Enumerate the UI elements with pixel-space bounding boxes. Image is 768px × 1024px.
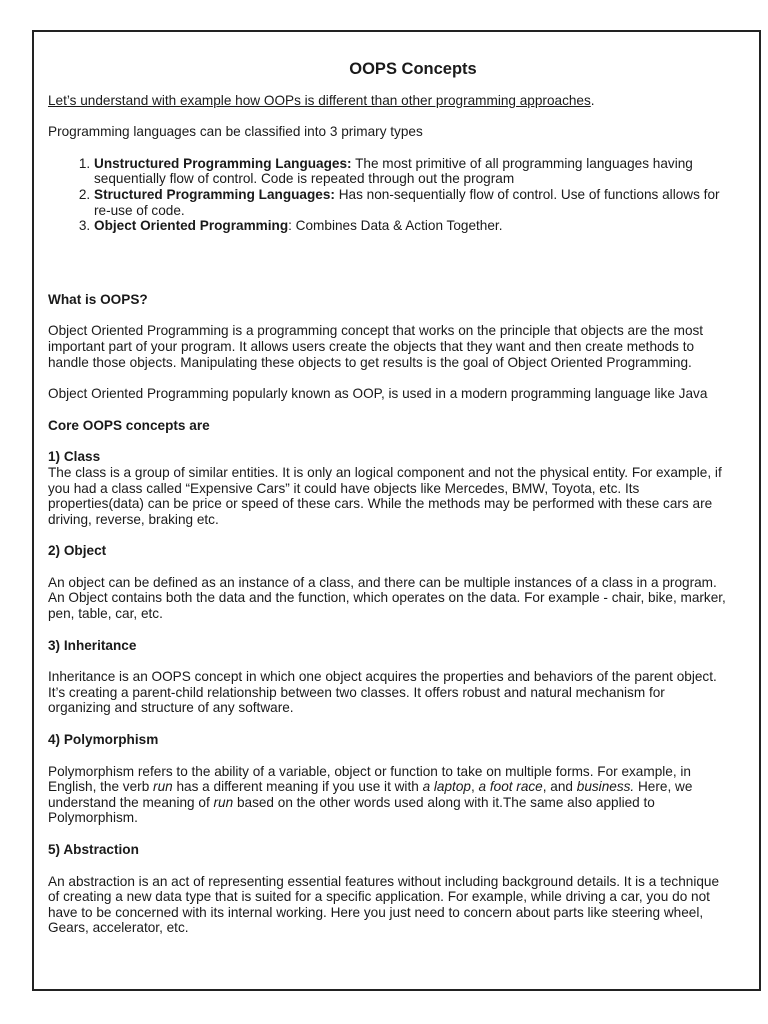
- poly-text: based on the other words used along with it.The same also applied to Polymorphism.: [48, 794, 655, 826]
- abstraction-heading: 5) Abstraction: [48, 842, 139, 857]
- type-name: Unstructured Programming Languages:: [94, 155, 352, 171]
- object-paragraph: An object can be defined as an instance of a class, and there can be multiple instances of a class in a program. An Object contains both the data and the function, which operates on the data. For example - chair, bike, marker, pen, table, car, etc.: [48, 574, 726, 622]
- poly-text: has a different meaning if you use it with: [172, 779, 423, 795]
- page-title: OOPS Concepts: [349, 60, 477, 78]
- what-heading: What is OOPS?: [48, 291, 148, 307]
- list-item: [94, 156, 728, 187]
- type-text: The most primitive of all programming languages having sequentially flow of control. Code is repeated through out the program: [94, 155, 693, 187]
- polymorphism-paragraph: [48, 764, 728, 826]
- inheritance-heading: 3) Inheritance: [48, 637, 137, 653]
- types-list: [48, 156, 728, 234]
- intro-line: [48, 93, 728, 109]
- poly-italic: a foot race: [478, 779, 543, 795]
- poly-italic: business.: [576, 779, 635, 795]
- poly-text: , and: [542, 779, 577, 795]
- core-heading: Core OOPS concepts are: [48, 417, 210, 433]
- class-heading: 1) Class: [48, 449, 101, 465]
- what-paragraph-1: Object Oriented Programming is a programming concept that works on the principle that objects are the most important part of your program. It allows users create the objects that they want and then create methods to handle those objects. Manipulating these objects to get results is the goal of Object Oriented Programming.: [48, 323, 704, 370]
- intro-underlined: Let’s understand with example how OOPs is different than other programming approaches: [48, 92, 591, 108]
- object-heading: 2) Object: [48, 543, 107, 559]
- intro-period: .: [590, 92, 595, 108]
- poly-text: ,: [470, 779, 479, 795]
- type-name: Object Oriented Programming: [94, 218, 289, 234]
- what-paragraph-2: Object Oriented Programming popularly known as OOP, is used in a modern programming language like Java: [48, 386, 708, 402]
- type-text: Has non-sequentially flow of control. Use of functions allows for re-use of code.: [94, 186, 720, 218]
- classify-line: Programming languages can be classified into 3 primary types: [48, 124, 423, 140]
- poly-italic: run: [153, 779, 173, 795]
- abstraction-paragraph: An abstraction is an act of representing essential features without including background details. It is a technique of creating a new data type that is suited for a specific application. For example, while driving a car, you do not have to be concerned with its internal working. Here you just need to concern about parts like steering wheel, Gears, accelerator, etc.: [48, 873, 720, 936]
- poly-text: Here, we understand the meaning of: [48, 779, 693, 810]
- list-item: [94, 218, 728, 234]
- poly-italic: run: [213, 794, 234, 810]
- type-text: : Combines Data & Action Together.: [288, 218, 503, 234]
- poly-text: Polymorphism refers to the ability of a variable, object or function to take on multiple forms. For example, in English, the verb: [48, 763, 691, 795]
- document-body: [48, 62, 728, 936]
- list-item: [94, 187, 728, 218]
- poly-italic: a laptop: [422, 779, 471, 795]
- polymorphism-heading: 4) Polymorphism: [48, 732, 159, 748]
- inheritance-paragraph: Inheritance is an OOPS concept in which one object acquires the properties and behaviors of the parent object. It’s creating a parent-child relationship between two classes. It offers robust and natural mechanism for organizing and structure of any software.: [48, 669, 717, 716]
- class-paragraph: The class is a group of similar entities. It is only an logical component and not the physical entity. For example, if you had a class called “Expensive Cars” it could have objects like Mercedes, BMW, Toyota, etc. Its properties(data) can be price or speed of these cars. While the methods may be performed with these cars are driving, reverse, braking etc.: [48, 464, 722, 527]
- type-name: Structured Programming Languages:: [94, 186, 335, 202]
